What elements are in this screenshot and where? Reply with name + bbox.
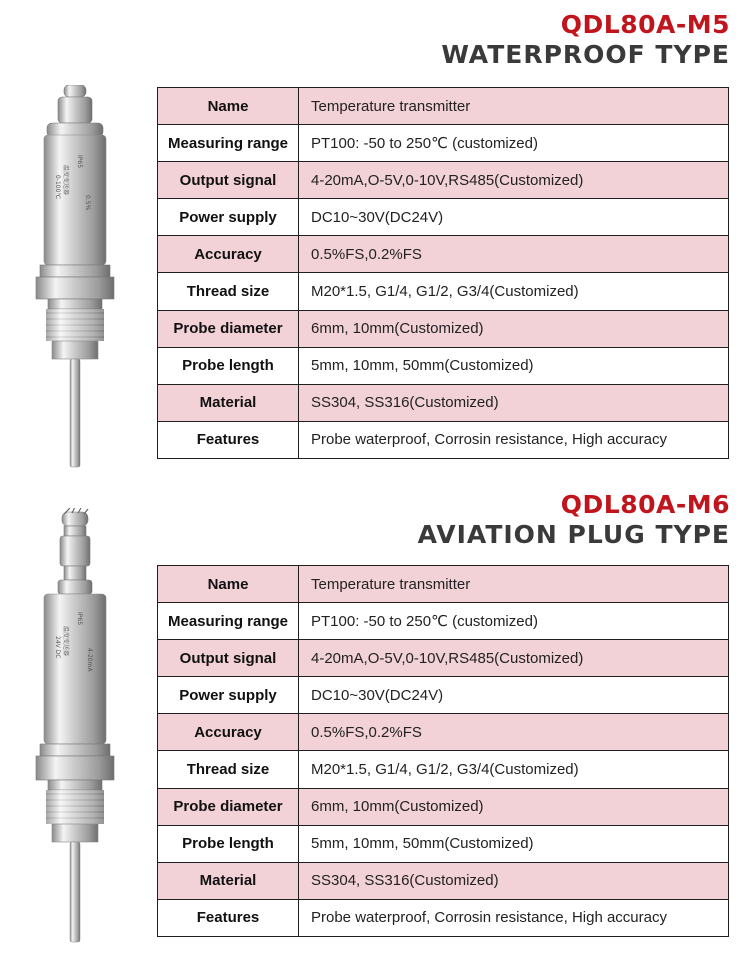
table-row [158,677,729,714]
table-row [158,88,729,125]
row-value: DC10~30V(DC24V) [299,199,729,236]
row-label: Material [158,862,299,899]
svg-text:IP65: IP65 [76,155,83,169]
row-value: SS304, SS316(Customized) [299,862,729,899]
row-value: 6mm, 10mm(Customized) [299,310,729,347]
table-row [158,236,729,273]
table-row [158,825,729,862]
row-value: 4-20mA,O-5V,0-10V,RS485(Customized) [299,162,729,199]
row-value: Temperature transmitter [299,88,729,125]
svg-text:温度变送器: 温度变送器 [62,165,69,196]
row-value: 0.5%FS,0.2%FS [299,236,729,273]
table-row [158,199,729,236]
row-label: Measuring range [158,125,299,162]
table-row [158,714,729,751]
row-value: PT100: -50 to 250℃ (customized) [299,125,729,162]
type-subtitle: WATERPROOF TYPE [441,40,730,69]
table-row [158,125,729,162]
row-value: Probe waterproof, Corrosin resistance, High accuracy [299,899,729,936]
row-label: Accuracy [158,236,299,273]
row-label: Accuracy [158,714,299,751]
row-label: Name [158,88,299,125]
product-section-m5 [0,0,750,480]
table-row [158,421,729,458]
product-section-m6 [0,480,750,963]
table-row [158,899,729,936]
product-image-aviation-plug-transmitter [20,508,130,953]
row-label: Name [158,566,299,603]
row-label: Features [158,899,299,936]
svg-text:24V DC: 24V DC [54,636,61,659]
table-row [158,862,729,899]
row-label: Probe diameter [158,788,299,825]
row-value: M20*1.5, G1/4, G1/2, G3/4(Customized) [299,273,729,310]
row-value: DC10~30V(DC24V) [299,677,729,714]
row-label: Thread size [158,751,299,788]
row-label: Measuring range [158,603,299,640]
table-row [158,751,729,788]
table-row [158,566,729,603]
product-image-waterproof-transmitter [20,85,130,480]
row-value: 0.5%FS,0.2%FS [299,714,729,751]
row-label: Probe length [158,825,299,862]
row-label: Power supply [158,677,299,714]
row-label: Probe diameter [158,310,299,347]
svg-text:温度变送器: 温度变送器 [62,626,69,657]
table-row [158,384,729,421]
spec-table [157,87,729,459]
row-value: 5mm, 10mm, 50mm(Customized) [299,347,729,384]
table-row [158,347,729,384]
model-title: QDL80A-M5 [560,10,730,39]
table-row [158,162,729,199]
svg-text:IP65: IP65 [76,612,83,626]
row-label: Output signal [158,162,299,199]
svg-text:4-20mA: 4-20mA [86,648,93,672]
row-label: Thread size [158,273,299,310]
row-value: Probe waterproof, Corrosin resistance, High accuracy [299,421,729,458]
row-value: 5mm, 10mm, 50mm(Customized) [299,825,729,862]
row-label: Power supply [158,199,299,236]
svg-text:0.5%: 0.5% [84,195,91,211]
row-label: Features [158,421,299,458]
row-value: SS304, SS316(Customized) [299,384,729,421]
row-label: Output signal [158,640,299,677]
row-label: Material [158,384,299,421]
type-subtitle: AVIATION PLUG TYPE [417,520,730,549]
table-row [158,310,729,347]
row-value: PT100: -50 to 250℃ (customized) [299,603,729,640]
row-value: 4-20mA,O-5V,0-10V,RS485(Customized) [299,640,729,677]
table-row [158,603,729,640]
spec-table [157,565,729,937]
row-value: Temperature transmitter [299,566,729,603]
row-label: Probe length [158,347,299,384]
model-title: QDL80A-M6 [560,490,730,519]
row-value: M20*1.5, G1/4, G1/2, G3/4(Customized) [299,751,729,788]
row-value: 6mm, 10mm(Customized) [299,788,729,825]
svg-text:0-100℃: 0-100℃ [54,175,61,200]
table-row [158,273,729,310]
table-row [158,788,729,825]
table-row [158,640,729,677]
